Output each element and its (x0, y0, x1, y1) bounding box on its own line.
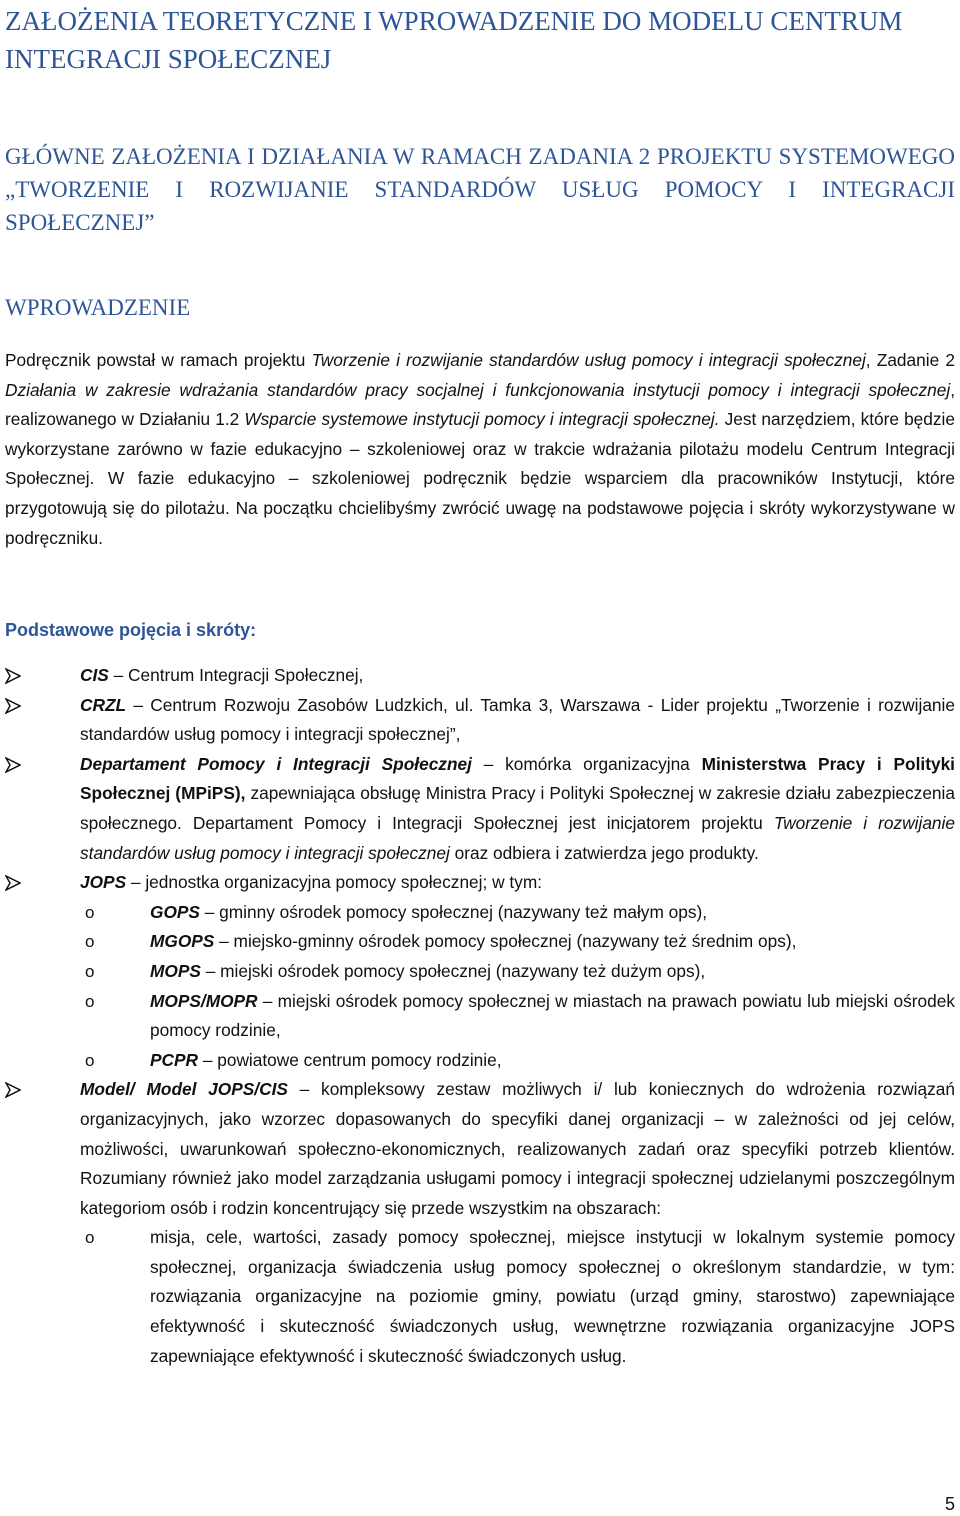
circle-bullet-icon: o (85, 991, 95, 1011)
circle-bullet-icon: o (85, 1050, 95, 1070)
definition-dpis (0, 750, 955, 868)
definition-text: – komórka organizacyjna (471, 753, 702, 774)
page-title: ZAŁOŻENIA TEORETYCZNE I WPROWADZENIE DO MODELU CENTRUM INTEGRACJI SPOŁECZNEJ (5, 6, 903, 74)
definitions-list (0, 661, 955, 1371)
intro-task-name: Działania w zakresie wdrażania standardów pracy socjalnej i funkcjonowania instytucji pomocy i integracji społecznej (5, 379, 951, 400)
arrowhead-bullet-icon (5, 1082, 21, 1098)
arrowhead-bullet-icon (5, 668, 21, 684)
model-areas-list (0, 1223, 955, 1371)
definition-term: GOPS (150, 901, 200, 922)
definition-term: JOPS (80, 872, 127, 893)
intro-action-name: Wsparcie systemowe instytucji pomocy i integracji społecznej. (244, 409, 720, 430)
jops-item-pcpr (0, 1046, 955, 1076)
definition-text: – Centrum Rozwoju Zasobów Ludzkich, ul. Tamka 3, Warszawa - Lider projektu „Tworzenie i rozwijanie standardów usług pomocy i integracji społecznej”, (80, 694, 955, 745)
definition-term: MGOPS (150, 931, 215, 952)
arrowhead-bullet-icon (5, 875, 21, 891)
definition-term: CIS (80, 665, 109, 685)
intro-text: Jest narzędziem, które będzie wykorzystane zarówno w fazie edukacyjno – szkoleniowej oraz w trakcie wdrażania pilotażu modelu Centrum Integracji Społecznej. W fazie edukacyjno – szkoleniowej podręcznik będzie wsparciem dla pracowników Instytucji, które przygotowują się do pilotażu. Na początku chcielibyśmy zwrócić uwagę na podstawowe pojęcia i skróty wykorzystywane w podręczniku. (5, 409, 955, 548)
definition-text: – miejski ośrodek pomocy społecznej (nazywany też dużym ops), (200, 960, 706, 981)
definition-project-name: Tworzenie i rozwijanie standardów usług pomocy i integracji społecznej (80, 812, 955, 863)
definition-text: oraz odbiera i zatwierdza jego produkty. (449, 842, 759, 863)
definition-text: – kompleksowy zestaw możliwych i/ lub koniecznych do wdrożenia rozwiązań organizacyjnych, jako wzorzec dopasowanych do specyfiki danej organizacji – w zależności od jej celów, możliwości, uwarunkowań społeczno-ekonomicznych, realizowanych zadań oraz specyfiki potrzeb klientów. Rozumiany również jako model zarządzania usługami pomocy i integracji społecznej udzielanymi poszczególnym kategoriom osób i rodzin koncentrujący się przede wszystkim na obszarach: (80, 1079, 955, 1218)
jops-types-list (0, 898, 955, 1076)
definition-term: Departament Pomocy i Integracji Społecznej (80, 753, 472, 774)
definition-cis (0, 661, 955, 691)
circle-bullet-icon: o (85, 1228, 95, 1248)
jops-item-mops-mopr (0, 987, 955, 1046)
subtitle-line-3: SPOŁECZNEJ” (5, 210, 155, 235)
subtitle-line-1: GŁÓWNE ZAŁOŻENIA I DZIAŁANIA W RAMACH ZADANIA 2 PROJEKTU SYSTEMOWEGO (5, 144, 955, 169)
definition-model (0, 1075, 955, 1371)
definition-text: – miejski ośrodek pomocy społecznej w miastach na prawach powiatu lub miejski ośrodek pomocy rodzinie, (150, 990, 955, 1041)
definition-term: MOPS (150, 960, 201, 981)
circle-bullet-icon: o (85, 961, 95, 981)
definition-text: – powiatowe centrum pomocy rodzinie, (198, 1049, 502, 1070)
definition-ministry: Ministerstwa Pracy i Polityki Społecznej (MPiPS), (80, 753, 955, 804)
model-area-item (0, 1223, 955, 1371)
definition-term: PCPR (150, 1049, 199, 1070)
jops-item-mops (0, 957, 955, 987)
intro-project-name: Tworzenie i rozwijanie standardów usług pomocy i integracji społecznej (311, 350, 866, 370)
definition-term: CRZL (80, 694, 127, 715)
definition-text: zapewniająca obsługę Ministra Pracy i Polityki Społecznej w zakresie działu zabezpieczenia społecznego. Departament Pomocy i Integracji Społecznej jest inicjatorem projektu (80, 783, 955, 833)
definition-term: Model/ Model JOPS/CIS (80, 1079, 288, 1100)
intro-heading: WPROWADZENIE (5, 295, 191, 320)
definition-crzl (0, 691, 955, 750)
definition-term: MOPS/MOPR (150, 990, 258, 1011)
project-subtitle (5, 140, 955, 239)
definition-text: – jednostka organizacyjna pomocy społecznej; w tym: (126, 872, 543, 893)
intro-paragraph (5, 346, 955, 553)
definition-jops (0, 868, 955, 1075)
intro-text: Podręcznik powstał w ramach projektu (5, 350, 312, 370)
page-number: 5 (944, 1494, 955, 1514)
definitions-heading: Podstawowe pojęcia i skróty: (5, 620, 257, 640)
circle-bullet-icon: o (85, 932, 95, 952)
circle-bullet-icon: o (85, 902, 95, 922)
definition-text: misja, cele, wartości, zasady pomocy społecznej, miejsce instytucji w lokalnym systemie pomocy społecznej, organizacja świadczenia usług pomocy społecznej o określonym standardzie, w tym: rozwiązania organizacyjne na poziomie gminy, powiatu (urząd gminy, starostwo) zapewniające efektywność i skuteczność świadczonych usług, wewnętrzne rozwiązania organizacyjne JOPS zapewniające efektywność i skuteczność świadczonych usług. (150, 1227, 955, 1366)
arrowhead-bullet-icon (5, 698, 21, 714)
intro-text: , realizowanego w Działaniu 1.2 (5, 379, 955, 430)
jops-item-gops (0, 898, 955, 928)
jops-item-mgops (0, 927, 955, 957)
intro-text: , Zadanie 2 (865, 350, 955, 370)
definition-text: – gminny ośrodek pomocy społecznej (nazywany też małym ops), (199, 901, 708, 922)
definition-text: – miejsko-gminny ośrodek pomocy społecznej (nazywany też średnim ops), (214, 931, 797, 952)
arrowhead-bullet-icon (5, 757, 21, 773)
definition-text: – Centrum Integracji Społecznej, (108, 665, 364, 685)
subtitle-line-2: „TWORZENIE I ROZWIJANIE STANDARDÓW USŁUG POMOCY I INTEGRACJI (5, 177, 955, 202)
